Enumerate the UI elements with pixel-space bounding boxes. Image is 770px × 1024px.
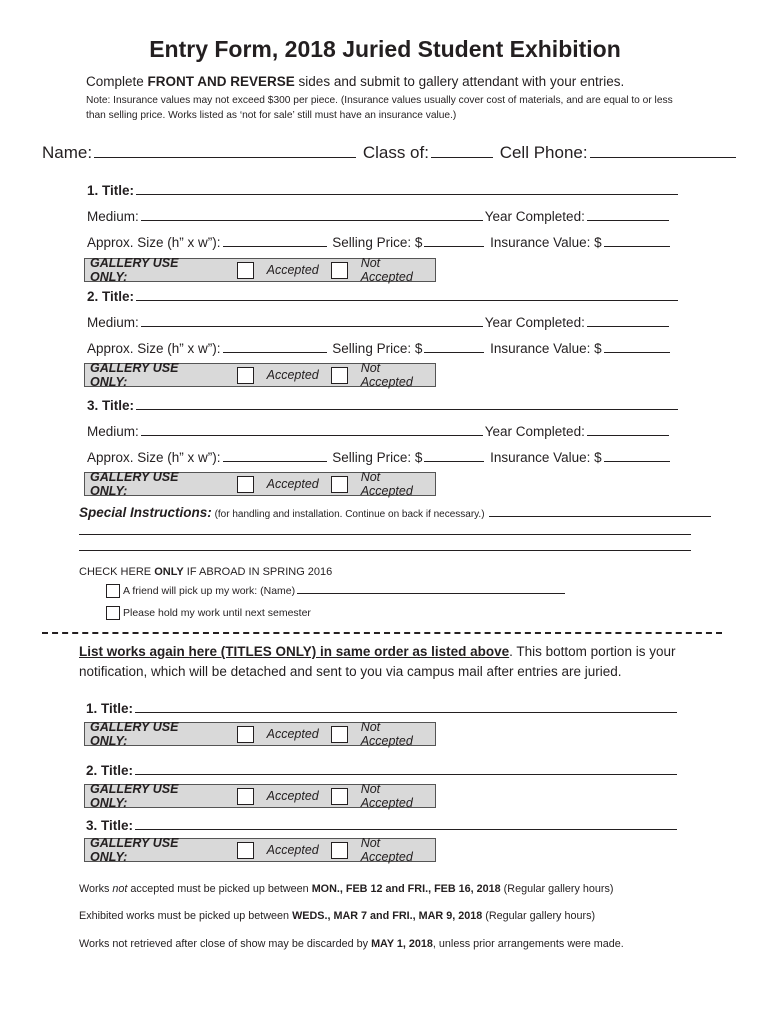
cell-phone-field[interactable]	[590, 156, 736, 158]
special-instructions-line-3[interactable]	[79, 550, 691, 551]
entry-3-accepted-checkbox[interactable]	[237, 476, 254, 493]
entry-1-size-row: Approx. Size (h” x w”): Selling Price: $ Insurance Value: $	[87, 235, 672, 250]
entry-1-insurance-field[interactable]	[604, 245, 670, 247]
entry-2-medium-field[interactable]	[141, 325, 483, 327]
entry-2-size-row: Approx. Size (h” x w”): Selling Price: $ Insurance Value: $	[87, 341, 672, 356]
name-row	[42, 143, 738, 163]
detach-line	[42, 632, 722, 634]
entry-3-title-field[interactable]	[136, 408, 678, 410]
hold-work-checkbox[interactable]	[106, 606, 120, 620]
friend-pickup-checkbox[interactable]	[106, 584, 120, 598]
intro-text: Complete FRONT AND REVERSE sides and submit to gallery attendant with your entries.	[86, 74, 625, 89]
bottom-title-2-field[interactable]	[135, 773, 677, 775]
entry-3-price-field[interactable]	[424, 460, 484, 462]
bottom-intro: List works again here (TITLES ONLY) in same order as listed above. This bottom portion is your notification, which will be detached and sent to you via campus mail after entries are juried.	[79, 644, 676, 679]
bottom-title-1-field[interactable]	[135, 711, 677, 713]
entry-3-size-field[interactable]	[223, 460, 327, 462]
bottom-3-gallery-box: GALLERY USE ONLY: Accepted Not Accepted	[84, 838, 436, 862]
entry-2-size-field[interactable]	[223, 351, 327, 353]
entry-2-year-field[interactable]	[587, 325, 669, 327]
entry-3-title-row: 3. Title:	[87, 398, 680, 413]
bottom-title-3-row: 3. Title:	[86, 818, 679, 833]
entry-2-insurance-field[interactable]	[604, 351, 670, 353]
entry-1-gallery-box: GALLERY USE ONLY: Accepted Not Accepted	[84, 258, 436, 282]
form-title: Entry Form, 2018 Juried Student Exhibition	[149, 36, 621, 62]
special-instructions-line-2[interactable]	[79, 534, 691, 535]
footer-line-discarded: Works not retrieved after close of show may be discarded by MAY 1, 2018, unless prior arrangements were made.	[79, 938, 624, 950]
entry-2-not-accepted-checkbox[interactable]	[331, 367, 348, 384]
name-field[interactable]	[94, 156, 356, 158]
entry-3-size-row: Approx. Size (h” x w”): Selling Price: $ Insurance Value: $	[87, 450, 672, 465]
bottom-title-1-row: 1. Title:	[86, 701, 679, 716]
class-of-field[interactable]	[431, 156, 493, 158]
abroad-option-friend: A friend will pick up my work: (Name)	[106, 584, 567, 598]
entry-1-year-field[interactable]	[587, 219, 669, 221]
entry-1-medium-field[interactable]	[141, 219, 483, 221]
bottom-2-not-accepted-checkbox[interactable]	[331, 788, 348, 805]
bottom-1-gallery-box: GALLERY USE ONLY: Accepted Not Accepted	[84, 722, 436, 746]
entry-1-not-accepted-checkbox[interactable]	[331, 262, 348, 279]
bottom-3-accepted-checkbox[interactable]	[237, 842, 254, 859]
bottom-3-not-accepted-checkbox[interactable]	[331, 842, 348, 859]
bottom-2-accepted-checkbox[interactable]	[237, 788, 254, 805]
friend-name-field[interactable]	[297, 592, 565, 594]
insurance-note: Note: Insurance values may not exceed $300 per piece. (Insurance values usually cover cost of materials, and are equal to or less than selling price. Works listed as ‘not for sale’ still must have an insurance value.)	[86, 95, 673, 121]
class-of-label: Class of:	[362, 143, 429, 162]
entry-1-title-field[interactable]	[136, 193, 678, 195]
bottom-title-2-row: 2. Title:	[86, 763, 679, 778]
entry-1-size-field[interactable]	[223, 245, 327, 247]
entry-3-medium-field[interactable]	[141, 434, 483, 436]
entry-2-gallery-box: GALLERY USE ONLY: Accepted Not Accepted	[84, 363, 436, 387]
abroad-option-hold: Please hold my work until next semester	[106, 606, 311, 620]
entry-2-title-field[interactable]	[136, 299, 678, 301]
entry-2-title-row: 2. Title:	[87, 289, 680, 304]
footer-line-not-accepted: Works not accepted must be picked up between MON., FEB 12 and FRI., FEB 16, 2018 (Regular gallery hours)	[79, 883, 614, 895]
entry-3-year-field[interactable]	[587, 434, 669, 436]
special-instructions-row: Special Instructions: (for handling and installation. Continue on back if necessary.)	[79, 505, 713, 520]
entry-1-price-field[interactable]	[424, 245, 484, 247]
abroad-heading: CHECK HERE ONLY IF ABROAD IN SPRING 2016	[79, 566, 333, 578]
bottom-2-gallery-box: GALLERY USE ONLY: Accepted Not Accepted	[84, 784, 436, 808]
entry-1-title-row: 1. Title:	[87, 183, 680, 198]
entry-3-medium-row: Medium: Year Completed:	[87, 424, 671, 439]
entry-2-price-field[interactable]	[424, 351, 484, 353]
entry-3-not-accepted-checkbox[interactable]	[331, 476, 348, 493]
entry-2-accepted-checkbox[interactable]	[237, 367, 254, 384]
entry-1-accepted-checkbox[interactable]	[237, 262, 254, 279]
bottom-title-3-field[interactable]	[135, 828, 677, 830]
entry-3-insurance-field[interactable]	[604, 460, 670, 462]
special-instructions-field[interactable]	[489, 515, 711, 517]
footer-line-exhibited: Exhibited works must be picked up between WEDS., MAR 7 and FRI., MAR 9, 2018 (Regular gallery hours)	[79, 910, 596, 922]
bottom-1-accepted-checkbox[interactable]	[237, 726, 254, 743]
entry-1-medium-row: Medium: Year Completed:	[87, 209, 671, 224]
entry-3-gallery-box: GALLERY USE ONLY: Accepted Not Accepted	[84, 472, 436, 496]
cell-phone-label: Cell Phone:	[499, 143, 588, 162]
bottom-1-not-accepted-checkbox[interactable]	[331, 726, 348, 743]
entry-2-medium-row: Medium: Year Completed:	[87, 315, 671, 330]
name-label: Name:	[42, 143, 93, 162]
